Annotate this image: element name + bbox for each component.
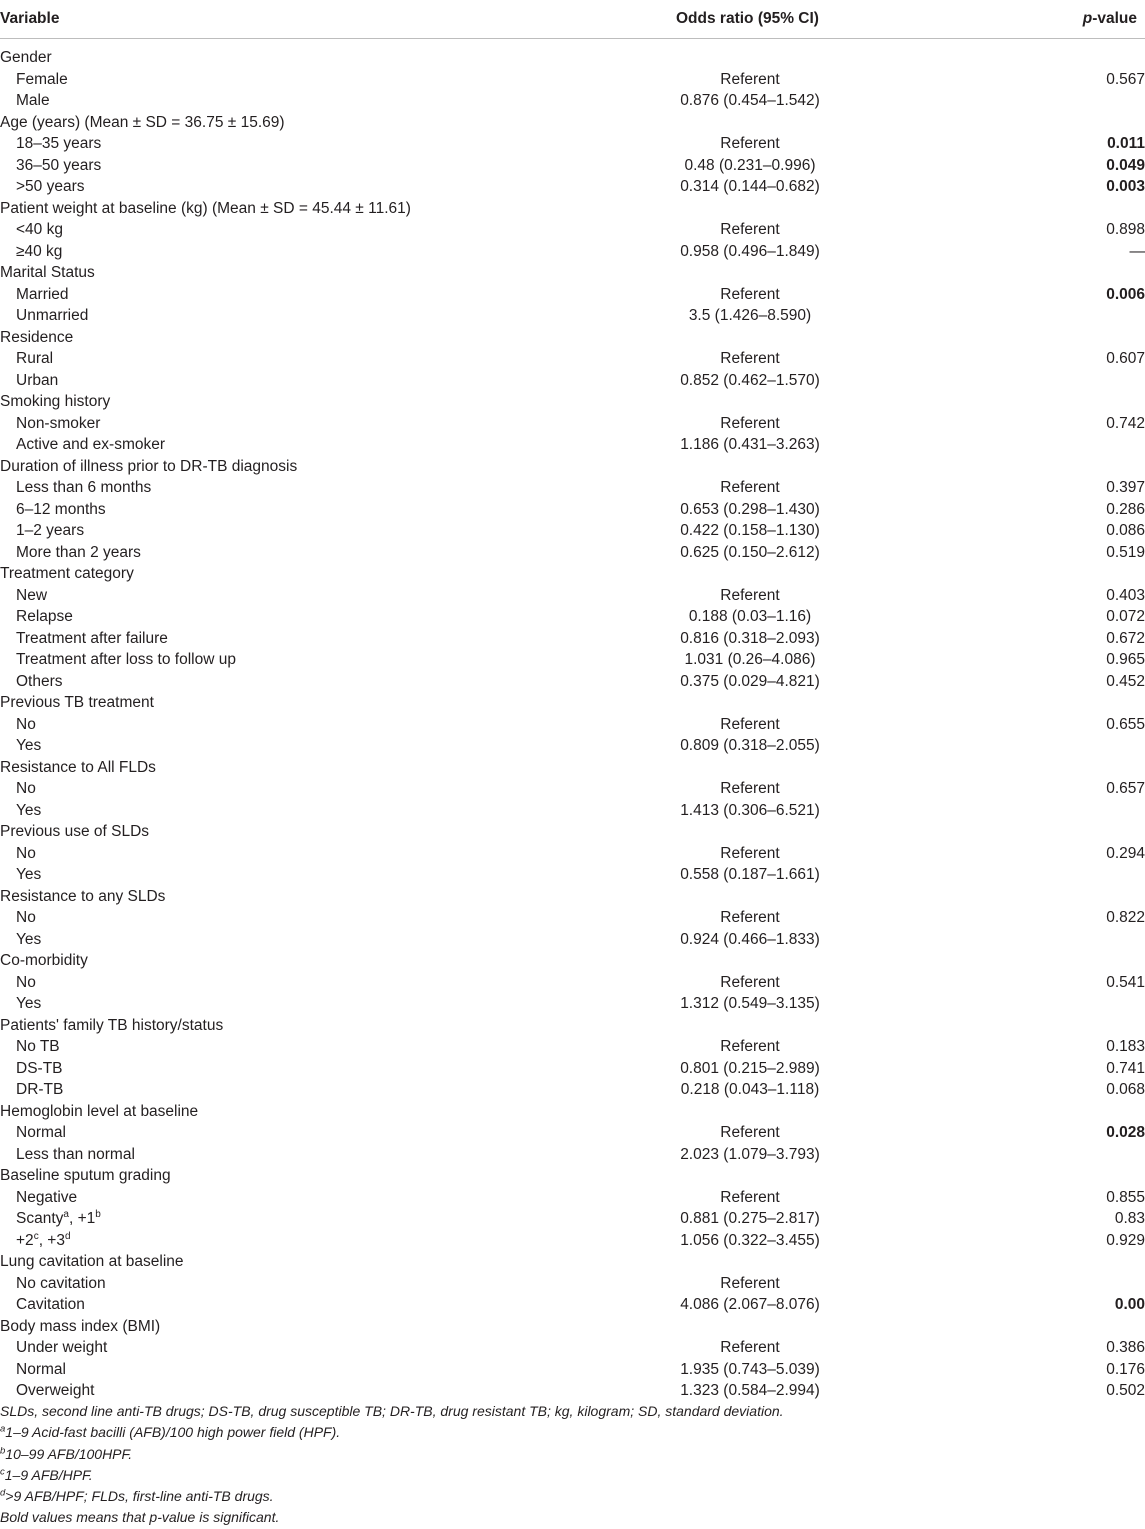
group-header-row <box>0 262 1145 284</box>
p-value-cell: 0.403 <box>1106 586 1145 604</box>
p-value-cell: 0.742 <box>1106 414 1145 432</box>
variable-level: 18–35 years <box>16 135 102 152</box>
p-value-cell <box>980 1165 1145 1187</box>
p-value-cell: 0.068 <box>1106 1081 1145 1098</box>
p-value-cell: 0.855 <box>1106 1188 1145 1206</box>
table-row <box>0 714 1145 736</box>
p-value-cell <box>980 692 1145 714</box>
table-row <box>0 1058 1145 1080</box>
odds-ratio-cell <box>520 1101 980 1123</box>
variable-group: Lung cavitation at baseline <box>0 1253 184 1270</box>
odds-ratio-cell: Referent <box>720 715 780 733</box>
footnote-c-text: 1–9 AFB/HPF. <box>4 1466 93 1483</box>
variable-level: Others <box>16 672 63 690</box>
header-variable: Variable <box>0 10 60 27</box>
odds-ratio-cell: Referent <box>720 221 780 238</box>
variable-group: Smoking history <box>0 393 111 410</box>
p-value-cell: 0.086 <box>1106 522 1145 539</box>
group-header-row <box>0 1316 1145 1338</box>
odds-ratio-cell: 0.375 (0.029–4.821) <box>680 672 820 690</box>
table-row <box>0 1122 1145 1144</box>
p-value-cell: 0.452 <box>1106 672 1145 690</box>
table-row <box>0 649 1145 671</box>
p-value-cell <box>980 563 1145 585</box>
odds-ratio-cell: Referent <box>720 586 780 604</box>
variable-level: Married <box>16 285 69 303</box>
footnote-c-mark: c <box>0 1466 5 1478</box>
p-value-cell: 0.00 <box>1114 1296 1145 1313</box>
group-header-row <box>0 821 1145 843</box>
table-row <box>0 800 1145 822</box>
variable-level <box>0 1208 520 1230</box>
odds-ratio-cell: Referent <box>720 285 780 303</box>
group-header-row <box>0 456 1145 478</box>
group-header-row <box>0 1251 1145 1273</box>
p-value-cell <box>980 1316 1145 1338</box>
variable-level: New <box>16 586 48 604</box>
p-value-cell <box>980 456 1145 478</box>
p-value-cell <box>980 1144 1145 1166</box>
odds-ratio-cell: Referent <box>720 350 780 367</box>
superscript-mark: b <box>95 1208 101 1220</box>
header-odds-ratio: Odds ratio (95% CI) <box>676 10 819 27</box>
footnote-a <box>0 1422 1145 1443</box>
table-row <box>0 499 1145 521</box>
odds-ratio-cell <box>520 112 980 134</box>
odds-ratio-cell: 1.186 (0.431–3.263) <box>680 436 820 453</box>
table-row <box>0 133 1145 155</box>
table-row <box>0 284 1145 306</box>
group-header-row <box>0 198 1145 220</box>
table-row <box>0 155 1145 177</box>
odds-ratio-cell: Referent <box>720 1339 780 1356</box>
p-value-cell: — <box>1129 242 1145 260</box>
table-row <box>0 628 1145 650</box>
odds-ratio-cell: Referent <box>720 135 780 152</box>
p-value-cell: 0.741 <box>1106 1059 1145 1077</box>
p-value-cell <box>980 1273 1145 1295</box>
variable-group: Gender <box>0 49 52 66</box>
variable-level: Yes <box>16 801 42 819</box>
odds-ratio-cell <box>520 47 980 69</box>
footnote-a-mark: a <box>0 1423 6 1435</box>
p-value-cell: 0.672 <box>1106 629 1145 647</box>
group-header-row <box>0 1165 1145 1187</box>
table-row <box>0 585 1145 607</box>
p-value-cell: 0.397 <box>1106 479 1145 496</box>
table-row <box>0 477 1145 499</box>
variable-level: Less than 6 months <box>16 479 152 496</box>
table-row <box>0 1187 1145 1209</box>
p-value-cell <box>980 1101 1145 1123</box>
odds-ratio-cell <box>520 456 980 478</box>
odds-ratio-cell: 0.881 (0.275–2.817) <box>680 1210 820 1227</box>
variable-level: No <box>16 780 36 797</box>
table-row <box>0 864 1145 886</box>
variable-level: Negative <box>16 1188 78 1206</box>
p-value-cell: 0.028 <box>1106 1124 1145 1141</box>
table-row <box>0 1359 1145 1381</box>
p-value-cell: 0.502 <box>1106 1382 1145 1399</box>
variable-group: Treatment category <box>0 565 134 582</box>
odds-ratio-cell: 0.218 (0.043–1.118) <box>680 1081 820 1098</box>
footnote-abbreviations: SLDs, second line anti-TB drugs; DS-TB, drug susceptible TB; DR-TB, drug resistant TB; kg, kilogram; SD, standard deviation. <box>0 1403 784 1419</box>
table-row <box>0 671 1145 693</box>
superscript-mark: c <box>33 1230 39 1242</box>
p-value-cell <box>980 757 1145 779</box>
p-value-cell: 0.607 <box>1106 350 1145 367</box>
odds-ratio-cell <box>520 821 980 843</box>
variable-group: Body mass index (BMI) <box>0 1317 161 1335</box>
odds-ratio-cell: Referent <box>720 70 780 88</box>
variable-level: 1–2 years <box>16 522 85 539</box>
odds-ratio-cell: 4.086 (2.067–8.076) <box>680 1296 820 1313</box>
odds-ratio-cell: Referent <box>720 844 780 862</box>
odds-ratio-cell: 1.935 (0.743–5.039) <box>680 1360 820 1378</box>
group-header-row <box>0 692 1145 714</box>
odds-ratio-cell: 0.48 (0.231–0.996) <box>684 156 816 174</box>
odds-ratio-cell <box>520 563 980 585</box>
variable-level: Non-smoker <box>16 414 101 432</box>
variable-level: No <box>16 844 36 862</box>
table-row <box>0 972 1145 994</box>
p-value-cell <box>980 950 1145 972</box>
p-value-cell: 0.003 <box>1106 178 1145 195</box>
odds-ratio-cell: 1.413 (0.306–6.521) <box>680 801 820 819</box>
odds-ratio-cell: Referent <box>720 1124 780 1141</box>
superscript-mark: d <box>64 1230 71 1242</box>
odds-ratio-cell: 1.056 (0.322–3.455) <box>680 1231 820 1249</box>
variable-level: Cavitation <box>16 1296 85 1313</box>
variable-group: Patient weight at baseline (kg) (Mean ± SD = 45.44 ± 11.61) <box>0 199 411 217</box>
variable-group: Duration of illness prior to DR-TB diagnosis <box>0 457 298 475</box>
table-row <box>0 1144 1145 1166</box>
odds-ratio-cell <box>520 950 980 972</box>
variable-level: Yes <box>16 737 42 754</box>
p-value-cell <box>980 198 1145 220</box>
header-p-suffix: -value <box>1092 10 1137 27</box>
variable-group: Hemoglobin level at baseline <box>0 1102 199 1120</box>
table-row <box>0 735 1145 757</box>
p-value-cell <box>980 735 1145 757</box>
p-value-cell: 0.072 <box>1106 608 1145 625</box>
odds-ratio-cell: 2.023 (1.079–3.793) <box>680 1145 820 1163</box>
odds-ratio-cell: 1.031 (0.26–4.086) <box>684 651 816 668</box>
variable-level: No TB <box>16 1038 60 1055</box>
odds-ratio-cell: 0.876 (0.454–1.542) <box>680 92 820 109</box>
variable-level: Urban <box>16 371 59 389</box>
odds-ratio-cell <box>520 198 980 220</box>
table-row <box>0 241 1145 263</box>
p-value-cell <box>980 90 1145 112</box>
p-value-cell <box>980 434 1145 456</box>
variable-group: Previous TB treatment <box>0 694 154 711</box>
odds-ratio-cell: 0.809 (0.318–2.055) <box>680 737 820 754</box>
group-header-row <box>0 757 1145 779</box>
variable-group: Resistance to All FLDs <box>0 758 156 776</box>
table-row <box>0 434 1145 456</box>
footnote-bold-note: Bold values means that p-value is significant. <box>0 1509 280 1526</box>
table-row <box>0 1294 1145 1316</box>
odds-ratio-cell: 0.558 (0.187–1.661) <box>680 866 820 883</box>
variable-level: Less than normal <box>16 1145 135 1163</box>
p-value-cell: 0.183 <box>1106 1038 1145 1055</box>
odds-ratio-cell: 0.314 (0.144–0.682) <box>680 178 820 195</box>
variable-group: Co-morbidity <box>0 952 88 969</box>
odds-ratio-cell: Referent <box>720 1274 780 1292</box>
table-row <box>0 520 1145 542</box>
table-row <box>0 176 1145 198</box>
footnote-b-text: 10–99 AFB/100HPF. <box>5 1445 133 1462</box>
variable-level: Normal <box>16 1124 66 1141</box>
group-header-row <box>0 950 1145 972</box>
table-row <box>0 69 1145 91</box>
variable-level: DS-TB <box>16 1059 63 1077</box>
variable-level: Relapse <box>16 608 73 625</box>
odds-ratio-cell: Referent <box>720 1188 780 1206</box>
group-header-row <box>0 886 1145 908</box>
odds-ratio-cell: 0.625 (0.150–2.612) <box>680 543 820 561</box>
odds-ratio-cell <box>520 327 980 349</box>
variable-level: Male <box>16 92 50 109</box>
variable-level: More than 2 years <box>16 543 141 561</box>
level-label-cont: , +3 <box>38 1231 65 1249</box>
footnote-d <box>0 1486 1145 1507</box>
odds-ratio-cell: 0.958 (0.496–1.849) <box>680 242 820 260</box>
p-value-cell: 0.657 <box>1106 780 1145 797</box>
table-row <box>0 305 1145 327</box>
p-value-cell: 0.006 <box>1106 285 1145 303</box>
odds-ratio-cell: 3.5 (1.426–8.590) <box>688 307 812 324</box>
footnote-c <box>0 1465 1145 1486</box>
header-p-value <box>1083 9 1137 29</box>
p-value-cell: 0.011 <box>1107 135 1145 152</box>
p-value-cell: 0.286 <box>1106 500 1145 518</box>
odds-ratio-cell <box>520 391 980 413</box>
group-header-row <box>0 112 1145 134</box>
variable-level: No <box>16 973 36 991</box>
p-value-cell: 0.822 <box>1106 909 1145 926</box>
p-value-cell <box>980 112 1145 134</box>
odds-ratio-cell: Referent <box>720 414 780 432</box>
p-value-cell <box>980 993 1145 1015</box>
odds-ratio-cell: Referent <box>720 479 780 496</box>
p-value-cell: 0.655 <box>1106 715 1145 733</box>
table-row <box>0 413 1145 435</box>
level-label-cont: , +1 <box>68 1210 96 1227</box>
odds-ratio-cell <box>520 1251 980 1273</box>
variable-level: Under weight <box>16 1339 108 1356</box>
odds-ratio-cell <box>520 1165 980 1187</box>
odds-ratio-cell: 0.422 (0.158–1.130) <box>680 522 820 539</box>
variable-level: Female <box>16 70 68 88</box>
p-value-cell <box>980 800 1145 822</box>
variable-group: Baseline sputum grading <box>0 1167 171 1184</box>
odds-ratio-cell: 0.852 (0.462–1.570) <box>680 371 820 389</box>
p-value-cell <box>980 262 1145 284</box>
header-p-italic: p <box>1082 10 1093 27</box>
odds-ratio-cell <box>520 262 980 284</box>
table-row <box>0 1337 1145 1359</box>
p-value-cell: 0.519 <box>1106 543 1145 561</box>
p-value-cell <box>980 1015 1145 1037</box>
footnote-a-text: 1–9 Acid-fast bacilli (AFB)/100 high power field (HPF). <box>5 1424 341 1441</box>
variable-group: Residence <box>0 328 74 346</box>
group-header-row <box>0 327 1145 349</box>
table-row <box>0 219 1145 241</box>
p-value-cell <box>980 370 1145 392</box>
table-row <box>0 843 1145 865</box>
footnote-d-mark: d <box>0 1487 6 1499</box>
p-value-cell: 0.386 <box>1106 1339 1145 1356</box>
group-header-row <box>0 1015 1145 1037</box>
odds-ratio-cell: 1.312 (0.549–3.135) <box>680 995 820 1012</box>
odds-ratio-cell: Referent <box>720 1038 780 1055</box>
table-row <box>0 1079 1145 1101</box>
p-value-cell: 0.965 <box>1106 651 1145 668</box>
odds-ratio-cell <box>520 886 980 908</box>
p-value-cell <box>980 391 1145 413</box>
p-value-cell: 0.049 <box>1106 156 1145 174</box>
odds-ratio-cell: Referent <box>720 780 780 797</box>
variable-level: Yes <box>16 995 42 1012</box>
odds-ratio-cell: 1.323 (0.584–2.994) <box>680 1382 820 1399</box>
variable-level: >50 years <box>16 178 85 195</box>
group-header-row <box>0 1101 1145 1123</box>
table-row <box>0 907 1145 929</box>
group-header-row <box>0 563 1145 585</box>
header-rule <box>0 38 1145 39</box>
p-value-cell <box>980 864 1145 886</box>
table-row <box>0 348 1145 370</box>
table-row <box>0 993 1145 1015</box>
variable-level: Treatment after failure <box>16 629 168 647</box>
odds-ratio-cell: Referent <box>720 909 780 926</box>
table-row <box>0 1208 1145 1230</box>
p-value-cell <box>980 327 1145 349</box>
variable-level: <40 kg <box>16 221 63 238</box>
variable-level: No cavitation <box>16 1274 106 1292</box>
p-value-cell: 0.929 <box>1106 1231 1145 1249</box>
p-value-cell: 0.567 <box>1106 70 1145 88</box>
variable-level: Rural <box>16 350 54 367</box>
p-value-cell <box>980 886 1145 908</box>
p-value-cell <box>980 305 1145 327</box>
p-value-cell: 0.541 <box>1106 973 1145 991</box>
p-value-cell: 0.898 <box>1106 221 1145 238</box>
variable-level: ≥40 kg <box>16 242 63 260</box>
variable-group: Age (years) (Mean ± SD = 36.75 ± 15.69) <box>0 113 285 131</box>
variable-group: Resistance to any SLDs <box>0 887 166 905</box>
variable-level: No <box>16 715 36 733</box>
group-header-row <box>0 391 1145 413</box>
footnotes <box>0 1401 1145 1529</box>
table-row <box>0 1036 1145 1058</box>
variable-level: Active and ex-smoker <box>16 436 166 453</box>
odds-ratio-cell: 0.924 (0.466–1.833) <box>680 930 820 948</box>
odds-ratio-cell: Referent <box>720 973 780 991</box>
p-value-cell: 0.294 <box>1106 844 1145 862</box>
p-value-cell: 0.83 <box>1114 1210 1145 1227</box>
p-value-cell <box>980 821 1145 843</box>
table-row <box>0 90 1145 112</box>
table-row <box>0 778 1145 800</box>
table-body <box>0 47 1145 1402</box>
level-label: +2 <box>16 1231 34 1249</box>
variable-level <box>0 1230 520 1252</box>
odds-ratio-cell <box>520 1015 980 1037</box>
group-header-row <box>0 47 1145 69</box>
variable-level: No <box>16 909 36 926</box>
table-row <box>0 542 1145 564</box>
p-value-cell <box>980 929 1145 951</box>
table-row <box>0 370 1145 392</box>
variable-level: Overweight <box>16 1382 95 1399</box>
footnote-d-text: >9 AFB/HPF; FLDs, first-line anti-TB drugs. <box>5 1488 274 1505</box>
table-header <box>0 0 1145 38</box>
variable-level: 6–12 months <box>16 500 106 518</box>
variable-group: Previous use of SLDs <box>0 823 150 840</box>
superscript-mark: a <box>63 1208 69 1220</box>
p-value-cell <box>980 1251 1145 1273</box>
variable-level: Treatment after loss to follow up <box>16 651 236 668</box>
odds-ratio-cell: 0.801 (0.215–2.989) <box>680 1059 820 1077</box>
table-row <box>0 1273 1145 1295</box>
footnote-b-mark: b <box>0 1444 6 1456</box>
odds-ratio-cell: 0.653 (0.298–1.430) <box>680 500 820 518</box>
variable-level: Yes <box>16 930 42 948</box>
variable-level: 36–50 years <box>16 156 102 174</box>
table-row <box>0 929 1145 951</box>
odds-ratio-cell <box>520 757 980 779</box>
p-value-cell: 0.176 <box>1106 1360 1145 1378</box>
odds-ratio-cell <box>520 692 980 714</box>
variable-level: DR-TB <box>16 1081 64 1098</box>
table-row <box>0 1380 1145 1402</box>
variable-group: Marital Status <box>0 264 95 281</box>
odds-ratio-cell <box>520 1316 980 1338</box>
table-row <box>0 1230 1145 1252</box>
variable-level: Yes <box>16 866 42 883</box>
odds-ratio-cell: 0.816 (0.318–2.093) <box>680 629 820 647</box>
table-row <box>0 606 1145 628</box>
results-table <box>0 47 1145 1402</box>
variable-level: Normal <box>16 1360 66 1378</box>
level-label: Scanty <box>16 1210 64 1227</box>
odds-ratio-cell: 0.188 (0.03–1.16) <box>688 608 812 625</box>
variable-group: Patients' family TB history/status <box>0 1016 224 1034</box>
footnote-b <box>0 1444 1145 1465</box>
variable-level: Unmarried <box>16 307 89 324</box>
p-value-cell <box>980 47 1145 69</box>
